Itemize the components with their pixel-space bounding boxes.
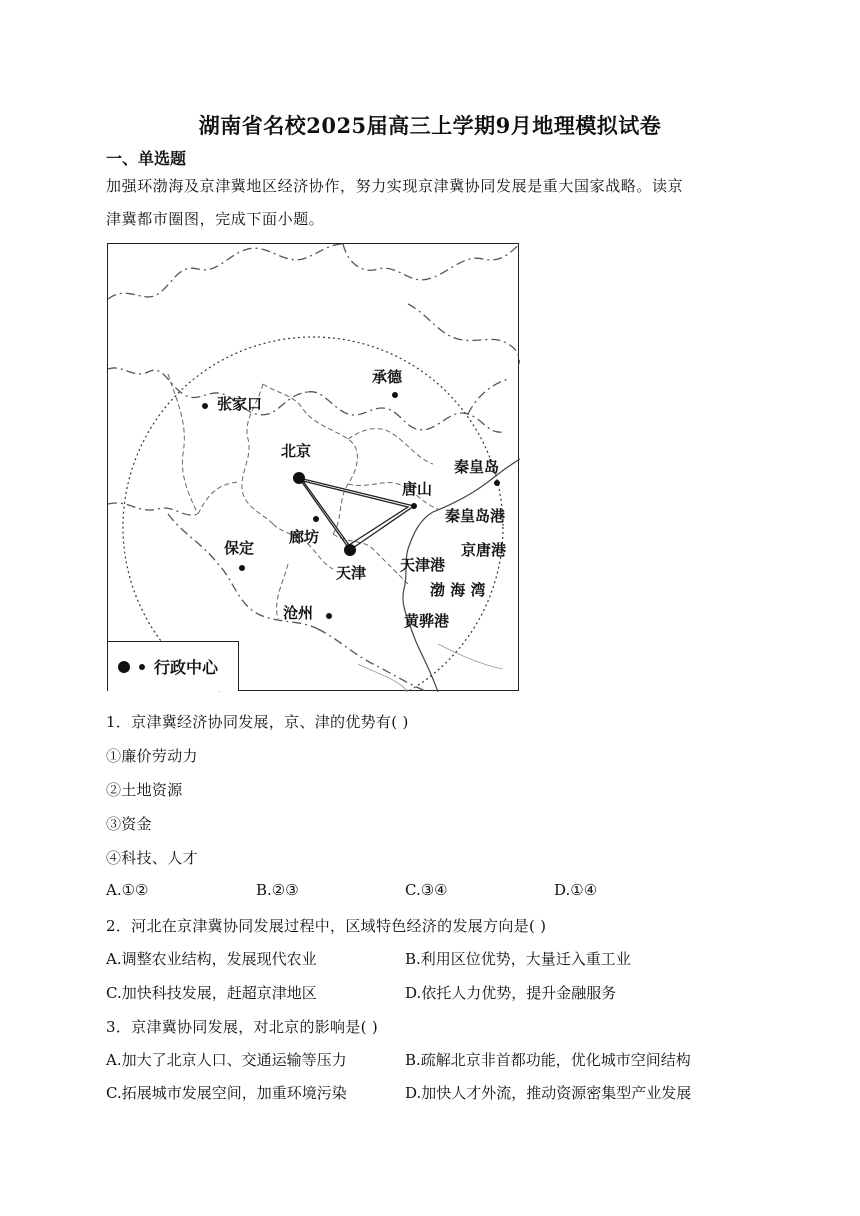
legend-label: 行政中心 [154, 658, 219, 677]
beijing-dot [293, 472, 305, 484]
city-label-qinhuangdao-port: 秦皇岛港 [445, 507, 506, 525]
chengde-dot [392, 392, 398, 398]
city-label-tianjin-port: 天津港 [400, 556, 446, 574]
tangshan-dot [411, 503, 417, 509]
question-2-option-c[interactable]: C.加快科技发展，赶超京津地区 [106, 984, 317, 1002]
qinhuangdao-dot [494, 480, 500, 486]
tianjin-dot [344, 544, 356, 556]
intro-text [106, 170, 754, 236]
map-legend [108, 641, 239, 691]
cangzhou-dot [326, 613, 332, 619]
zhangjiakou-dot [202, 403, 208, 409]
city-label-chengde: 承德 [372, 368, 403, 386]
question-3-option-d[interactable]: D.加快人才外流，推动资源密集型产业发展 [405, 1084, 692, 1102]
city-label-langfang: 廊坊 [289, 528, 320, 546]
section-heading: 一、单选题 [106, 149, 187, 168]
question-1-option-b[interactable]: B.②③ [256, 881, 299, 899]
city-label-beijing: 北京 [281, 442, 312, 460]
city-label-tangshan: 唐山 [402, 480, 433, 498]
question-3-option-b[interactable]: B.疏解北京非首都功能，优化城市空间结构 [405, 1051, 691, 1069]
city-label-bohai-bay: 渤 海 湾 [430, 581, 486, 599]
question-2-option-b[interactable]: B.利用区位优势，大量迁入重工业 [405, 950, 631, 968]
question-1-option-d[interactable]: D.①④ [554, 881, 598, 899]
city-label-tianjin: 天津 [336, 564, 367, 582]
question-1-option-c[interactable]: C.③④ [405, 881, 448, 899]
city-label-zhangjiakou: 张家口 [217, 395, 263, 413]
question-1-option-a[interactable]: A.①② [106, 881, 149, 899]
page-title: 湖南省名校2025届高三上学期9月地理模拟试卷 [198, 113, 662, 138]
jingjinji-map [107, 243, 519, 691]
question-3-option-a[interactable]: A.加大了北京人口、交通运输等压力 [106, 1051, 347, 1069]
city-label-cangzhou: 沧州 [283, 604, 314, 622]
question-1-statement-1: ①廉价劳动力 [106, 747, 198, 765]
langfang-dot [313, 516, 319, 522]
question-1-statement-2: ②土地资源 [106, 781, 183, 799]
question-2-option-d[interactable]: D.依托人力优势，提升金融服务 [405, 984, 617, 1002]
city-label-qinhuangdao: 秦皇岛 [454, 458, 500, 476]
question-1-statement-3: ③资金 [106, 815, 152, 833]
question-3-option-c[interactable]: C.拓展城市发展空间，加重环境污染 [106, 1084, 347, 1102]
city-label-baoding: 保定 [224, 539, 255, 557]
question-3-stem: 3．京津冀协同发展，对北京的影响是( ) [106, 1018, 379, 1036]
question-1-statement-4: ④科技、人才 [106, 849, 198, 867]
legend-small-dot [139, 664, 145, 670]
question-2-option-a[interactable]: A.调整农业结构，发展现代农业 [106, 950, 317, 968]
baoding-dot [239, 565, 245, 571]
city-label-jingtang-port: 京唐港 [461, 541, 507, 559]
question-1-stem: 1．京津冀经济协同发展，京、津的优势有( ) [106, 713, 409, 731]
legend-large-dot [118, 661, 130, 673]
city-label-huanghua-port: 黄骅港 [404, 612, 450, 630]
question-2-stem: 2．河北在京津冀协同发展过程中，区域特色经济的发展方向是( ) [106, 917, 547, 935]
intro-line-1: 加强环渤海及京津冀地区经济协作，努力实现京津冀协同发展是重大国家战略。读京 [106, 177, 684, 195]
intro-line-2: 津冀都市圈图，完成下面小题。 [106, 210, 325, 228]
